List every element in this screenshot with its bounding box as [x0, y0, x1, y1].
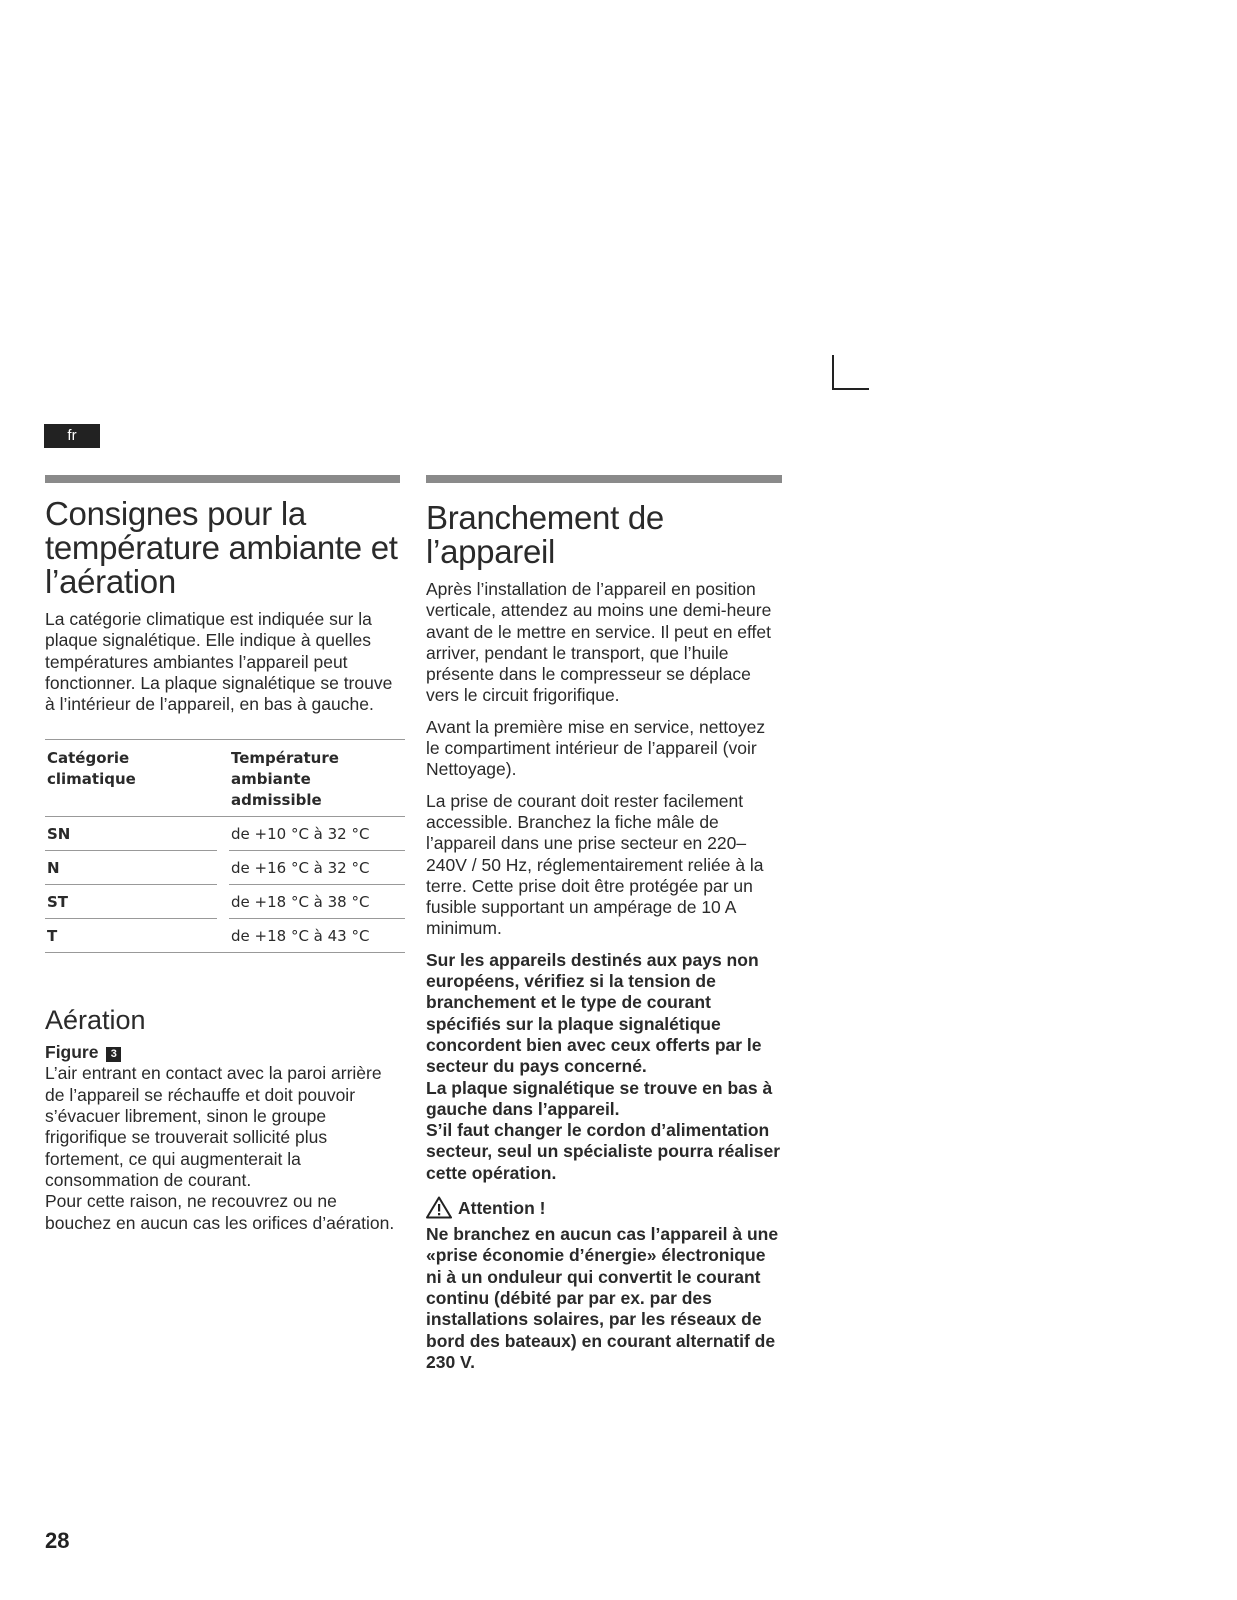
figure-number-badge: 3: [106, 1047, 121, 1062]
table-header-category: Catégorie climatique: [45, 740, 217, 817]
connection-bold-3: S’il faut changer le cordon d’alimentation secteur, seul un spécialiste pourra réaliser cette opération.: [426, 1120, 781, 1183]
table-gap: [217, 817, 229, 851]
table-header-gap: [217, 740, 229, 817]
connection-bold-2: La plaque signalétique se trouve en bas à gauche dans l’appareil.: [426, 1077, 773, 1119]
table-gap: [217, 919, 229, 953]
aeration-paragraph-1: L’air entrant en contact avec la paroi arrière de l’appareil se réchauffe et doit pouvoir s’évacuer librement, sinon le groupe frigorifique se trouverait sollicité plus fortement, ce qui augmenterait la consommation de courant.: [45, 1063, 382, 1190]
table-row: [45, 851, 405, 885]
table-row: [45, 885, 405, 919]
section-rule: [45, 475, 400, 483]
crop-mark: [832, 355, 869, 390]
subsection-title-aeration: Aération: [45, 1005, 146, 1036]
warning-triangle-icon: [426, 1196, 452, 1219]
table-cell-category: SN: [45, 817, 217, 851]
table-cell-category: N: [45, 851, 217, 885]
attention-text: Ne branchez en aucun cas l’appareil à une «prise économie d’énergie» électronique ni à un onduleur qui convertit le courant continu (débité par par ex. par des installations solaires, par les réseaux de bord des bateaux) en courant alternatif de 230 V.: [426, 1224, 779, 1372]
table-cell-category: ST: [45, 885, 217, 919]
connection-paragraph-1: Après l’installation de l’appareil en position verticale, attendez au moins une demi-heure avant de le mettre en service. Il peut en effet arriver, pendant le transport, que l’huile présente dans le compresseur se déplace vers le circuit frigorifique.: [426, 579, 772, 706]
table-header-temperature: Température ambiante admissible: [229, 740, 405, 817]
attention-heading: [426, 1196, 782, 1219]
page-number: 28: [45, 1528, 70, 1553]
figure-label: Figure: [45, 1042, 99, 1063]
table-row: [45, 919, 405, 953]
connection-bold-1: Sur les appareils destinés aux pays non européens, vérifiez si la tension de branchement et le type de courant spécifiés sur la plaque signalétique concordent bien avec ceux offerts par le secteur du pays concerné.: [426, 949, 762, 1077]
table-row: [45, 817, 405, 851]
figure-reference: [45, 1041, 400, 1063]
table-cell-range: de +10 °C à 32 °C: [229, 817, 405, 851]
table-cell-range: de +16 °C à 32 °C: [229, 851, 405, 885]
right-column: [426, 475, 782, 1373]
section-rule: [426, 475, 782, 483]
language-tag: fr: [44, 424, 100, 448]
left-column: [45, 475, 400, 1234]
table-cell-range: de +18 °C à 38 °C: [229, 885, 405, 919]
connection-paragraph-2: Avant la première mise en service, nettoyez le compartiment intérieur de l’appareil (voir Nettoyage).: [426, 716, 766, 780]
table-cell-range: de +18 °C à 43 °C: [229, 919, 405, 953]
table-cell-category: T: [45, 919, 217, 953]
attention-label: Attention !: [458, 1197, 546, 1218]
section-title-temperature: Consignes pour la température ambiante et l’aération: [45, 495, 398, 600]
connection-paragraph-3: La prise de courant doit rester facilement accessible. Branchez la fiche mâle de l’appareil dans une prise secteur en 220–240V / 50 Hz, réglementairement reliée à la terre. Cette prise doit être protégée par un fusible supportant un ampérage de 10 A minimum.: [426, 790, 764, 939]
climate-table: [45, 739, 405, 953]
intro-paragraph: La catégorie climatique est indiquée sur la plaque signalétique. Elle indique à quelles températures ambiantes l’appareil peut fonctionner. La plaque signalétique se trouve à l’intérieur de l’appareil, en bas à gauche.: [45, 609, 393, 715]
section-title-connection: Branchement de l’appareil: [426, 499, 664, 570]
table-gap: [217, 885, 229, 919]
aeration-paragraph-2: Pour cette raison, ne recouvrez ou ne bouchez en aucun cas les orifices d’aération.: [45, 1191, 395, 1233]
table-gap: [217, 851, 229, 885]
